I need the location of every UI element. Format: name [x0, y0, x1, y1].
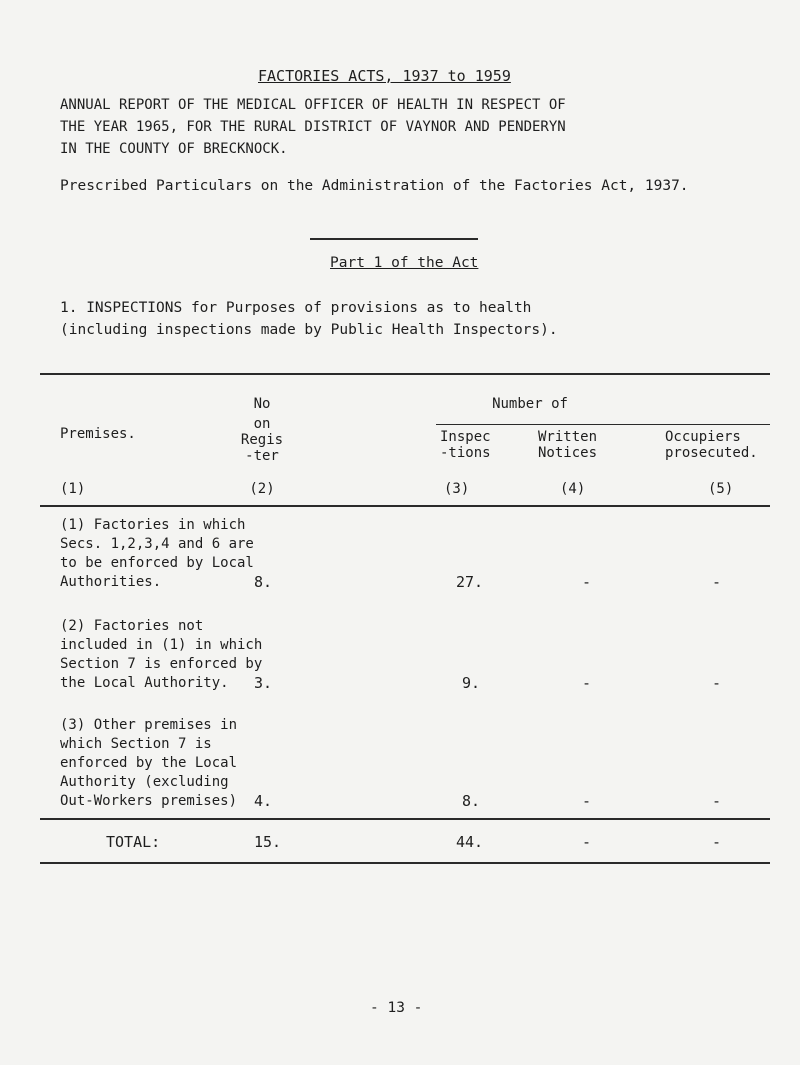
- document-title: FACTORIES ACTS, 1937 to 1959: [258, 67, 511, 85]
- premises-line: (1) Factories in which: [60, 517, 246, 533]
- inspections-heading: [60, 297, 558, 341]
- page-number: - 13 -: [370, 1000, 423, 1016]
- col-premises-num: (1): [60, 481, 86, 497]
- row-3-register: 4.: [254, 792, 273, 810]
- inspections-line-1: 1. INSPECTIONS for Purposes of provisions as to health: [60, 300, 532, 316]
- premises-line: Authorities.: [60, 574, 162, 590]
- row-1-inspections: 27.: [456, 573, 484, 591]
- row-2-notices: -: [582, 674, 592, 692]
- col-prosecuted-line: prosecuted.: [665, 445, 758, 461]
- row-2-register: 3.: [254, 674, 273, 692]
- row-2-prosecuted: -: [712, 674, 722, 692]
- total-inspections: 44.: [456, 833, 484, 851]
- total-top-rule: [40, 818, 770, 820]
- col-inspections-line: Inspec: [440, 429, 491, 445]
- header-bottom-rule: [40, 505, 770, 507]
- col-register-num: (2): [249, 481, 275, 497]
- row-2-inspections: 9.: [462, 674, 481, 692]
- total-prosecuted: -: [712, 833, 722, 851]
- divider-rule: [310, 238, 478, 240]
- row-1-prosecuted: -: [712, 573, 722, 591]
- prescribed-particulars: Prescribed Particulars on the Administration of the Factories Act, 1937.: [60, 178, 689, 194]
- row-3-inspections: 8.: [462, 792, 481, 810]
- row-1-notices: -: [582, 573, 592, 591]
- table-row-2-premises: [60, 617, 262, 693]
- col-notices-label: [538, 429, 597, 461]
- table-top-rule: [40, 373, 770, 375]
- col-prosecuted-num: (5): [708, 481, 734, 497]
- col-notices-line: Notices: [538, 445, 598, 461]
- col-inspections-label: [440, 429, 491, 461]
- premises-line: (2) Factories not: [60, 618, 204, 634]
- table-row-1-premises: [60, 516, 254, 592]
- col-register-line: No: [253, 396, 271, 412]
- premises-line: to be enforced by Local: [60, 555, 254, 571]
- report-line-3: IN THE COUNTY OF BRECKNOCK.: [60, 141, 288, 157]
- table-bottom-rule: [40, 862, 770, 864]
- row-1-register: 8.: [254, 573, 273, 591]
- col-inspections-num: (3): [444, 481, 470, 497]
- col-prosecuted-label: [665, 429, 758, 461]
- col-prosecuted-line: Occupiers: [665, 429, 741, 445]
- premises-line: (3) Other premises in: [60, 717, 238, 733]
- total-notices: -: [582, 833, 592, 851]
- col-notices-num: (4): [560, 481, 586, 497]
- premises-line: the Local Authority.: [60, 675, 229, 691]
- col-register-line: Regis: [240, 432, 284, 448]
- col-inspections-line: -tions: [440, 445, 491, 461]
- report-heading: [60, 94, 566, 160]
- col-register-line: -ter: [245, 448, 279, 464]
- col-notices-line: Written: [538, 429, 598, 445]
- number-of-heading: Number of: [492, 396, 568, 412]
- premises-line: included in (1) in which: [60, 637, 263, 653]
- premises-line: enforced by the Local: [60, 755, 238, 771]
- col-premises-label: Premises.: [60, 426, 136, 442]
- premises-line: Authority (excluding: [60, 774, 229, 790]
- row-3-notices: -: [582, 792, 592, 810]
- table-row-3-premises: [60, 716, 237, 811]
- report-line-2: THE YEAR 1965, FOR THE RURAL DISTRICT OF VAYNOR AND PENDERYN: [60, 119, 566, 135]
- inspections-line-2: (including inspections made by Public Health Inspectors).: [60, 322, 558, 338]
- number-of-rule: [436, 424, 770, 425]
- total-register: 15.: [254, 833, 282, 851]
- premises-line: Section 7 is enforced by: [60, 656, 263, 672]
- premises-line: Secs. 1,2,3,4 and 6 are: [60, 536, 254, 552]
- report-line-1: ANNUAL REPORT OF THE MEDICAL OFFICER OF HEALTH IN RESPECT OF: [60, 97, 566, 113]
- col-register-label: [232, 396, 292, 464]
- part-heading: Part 1 of the Act: [330, 255, 479, 271]
- premises-line: which Section 7 is: [60, 736, 212, 752]
- col-register-line: on: [253, 416, 271, 432]
- row-3-prosecuted: -: [712, 792, 722, 810]
- total-label: TOTAL:: [106, 833, 161, 851]
- premises-line: Out-Workers premises): [60, 793, 238, 809]
